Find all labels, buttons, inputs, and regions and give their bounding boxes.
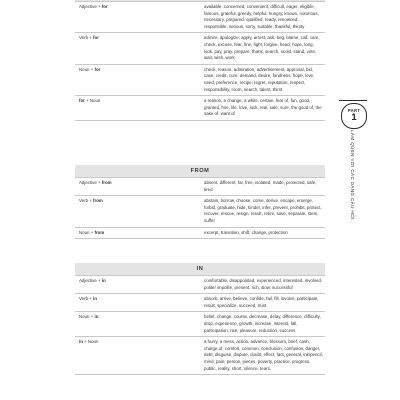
in-table [75,263,325,375]
word-list: check, reason, admiration, advertisement, approval, bid, case, credit, cure, demand, desire, fondness, hope, love, need, preference, recipe, regret, reputation, respect, responsibility, room, search, talent, thirst [200,64,325,95]
word-list: belief, change, course, decrease, delay, difference, difficulty, drop, experience, growth, increase, interest, fall, participation, rise, pleasure, reduction, success [200,312,325,337]
word-list: admire, apologize, apply, arrest, ask, beg, blame, call, care, check, excuse, fear, fine, fight, forgive, head, hope, long, look, pay, pray, prepare, thank, search, scold, stand, vote, wait, wish, work [200,33,325,64]
from-table [75,165,325,239]
table-row [75,178,325,196]
table-header [75,165,325,178]
table-row [75,96,325,121]
table-row [75,64,325,95]
word-list: excerpt, transition, shift, change, protection [200,227,325,239]
part-number: 1 [351,112,357,123]
word-list: absent, different, far, free, isolated, made, protected, safe, tired [200,178,325,196]
for-table [75,0,325,121]
chapter-vertical-title: LÀM QUEN VỚI CÁC DẠNG CÂU HỎI [350,130,355,220]
pattern-label: Noun + from [75,227,200,239]
side-divider [339,100,367,101]
pattern-label: Adjective + for [75,2,200,33]
pattern-label: Adjective + in [75,276,200,294]
word-list: a reason, a change, a while, certain, fear of, fun, good, granted, hire, life, love, luck, real, sale, sure, the good of, the sake of, want of [200,96,325,121]
pattern-label: Noun + for [75,64,200,95]
table-row [75,337,325,375]
table-row [75,294,325,312]
table-row [75,312,325,337]
pattern-label: Noun + in [75,312,200,337]
table-row [75,276,325,294]
word-list: available, concerned, convenient, difficult, eager, eligible, famous, grateful, greedy, helpful, hungry, known, notorious, necessary, prepared, qualified, ready, renowned, responsible, serious, sorry, suitable, thankful, thirsty [200,2,325,33]
section-title: IN [75,263,325,276]
pattern-label: in + Noun [75,337,200,375]
word-list: comfortable, disappointed, experienced, interested, involved, polite/ impolite, present, rich, slow, successful [200,276,325,294]
word-list: a hurry, a mess, action, advance, blossom, brief, cash, charge of, comfort, common, conclusion, confusion, danger, debt, disguise, dispute, doubt, effect, fact, general, ink/pencil, mind, pain, person, pieces, poverty, practice, progress, public, reality, short, silence, tears, [200,337,325,375]
section-title: FROM [75,165,325,178]
part-badge [341,103,367,129]
pattern-label: Verb + for [75,33,200,64]
table-row [75,2,325,33]
word-list: abstain, borrow, choose, come, derive, escape, emerge, forbid, graduate, hide, hinder, infer, prevent, prohibit, protect, recover, rescue, resign, result, retire, save, separate, stem, suffer [200,196,325,227]
table-row [75,33,325,64]
word-list: absorb, arrive, believe, confide, fail, fill, involve, participate, result, specialize, succeed, trust [200,294,325,312]
table-header [75,263,325,276]
table-row [75,227,325,239]
pattern-label: Verb + in [75,294,200,312]
table-row [75,196,325,227]
pattern-label: Verb + from [75,196,200,227]
pattern-label: Adjective + from [75,178,200,196]
part-label: PART [347,108,361,113]
pattern-label: for + Noun [75,96,200,121]
